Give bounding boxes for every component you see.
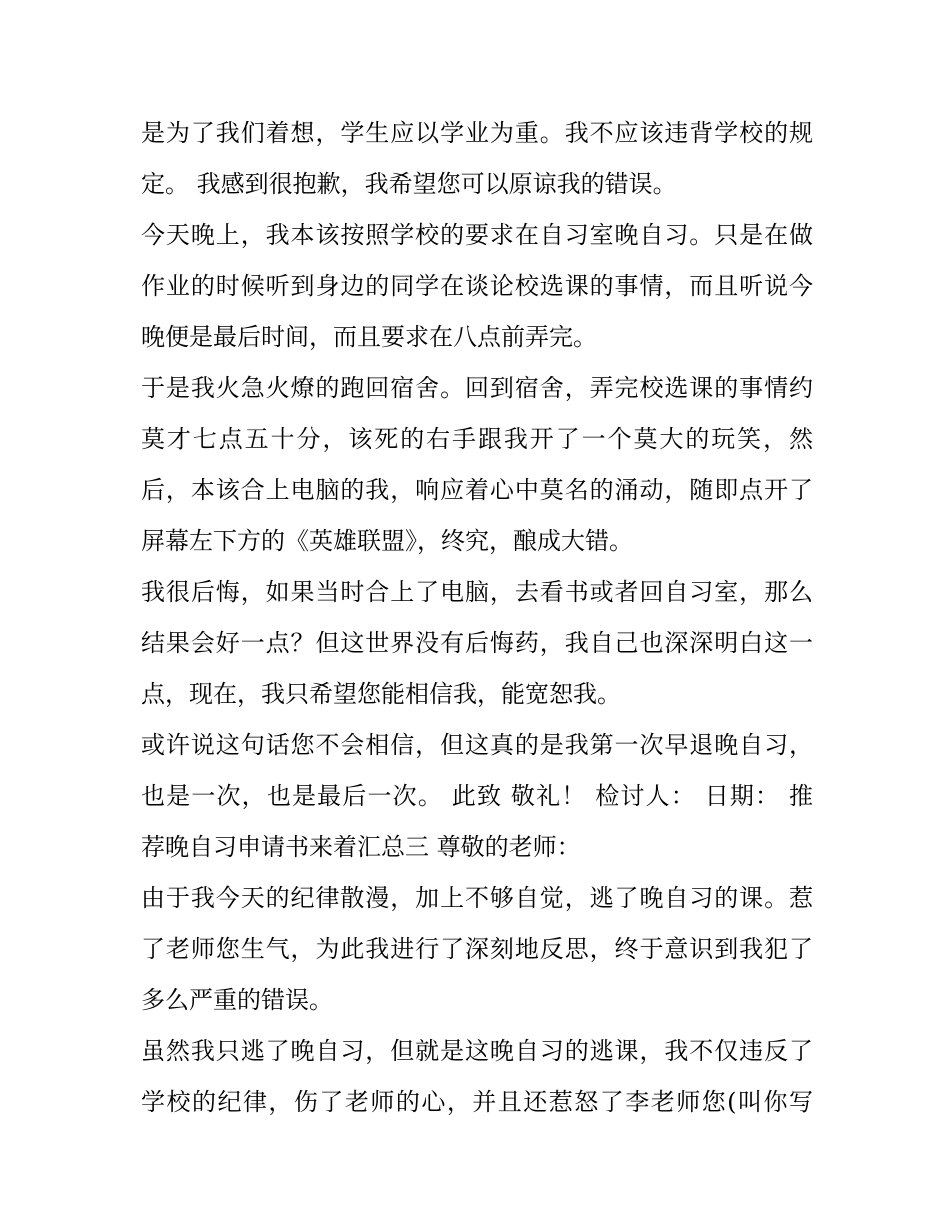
text-line: 莫才七点五十分，该死的右手跟我开了一个莫大的玩笑，然 bbox=[141, 425, 813, 453]
text-line: 今天晚上，我本该按照学校的要求在自习室晚自习。只是在做 bbox=[141, 221, 813, 249]
text-line: 定。 我感到很抱歉，我希望您可以原谅我的错误。 bbox=[141, 170, 677, 198]
text-line: 于是我火急火燎的跑回宿舍。回到宿舍，弄完校选课的事情约 bbox=[141, 374, 813, 402]
text-line: 作业的时候听到身边的同学在谈论校选课的事情，而且听说今 bbox=[141, 272, 813, 300]
text-line: 结果会好一点？但这世界没有后悔药，我自己也深深明白这一 bbox=[141, 629, 813, 657]
text-line: 后，本该合上电脑的我，响应着心中莫名的涌动，随即点开了 bbox=[141, 476, 813, 504]
text-line: 也是一次，也是最后一次。 此致 敬礼！ 检讨人： 日期： 推 bbox=[141, 782, 813, 810]
document-body bbox=[141, 108, 813, 1128]
text-line: 荐晚自习申请书来着汇总三 尊敬的老师： bbox=[141, 833, 581, 861]
text-line: 了老师您生气，为此我进行了深刻地反思，终于意识到我犯了 bbox=[141, 935, 813, 963]
text-line: 晚便是最后时间，而且要求在八点前弄完。 bbox=[141, 323, 597, 351]
text-line: 虽然我只逃了晚自习，但就是这晚自习的逃课，我不仅违反了 bbox=[141, 1037, 813, 1065]
text-line: 由于我今天的纪律散漫，加上不够自觉，逃了晚自习的课。惹 bbox=[141, 884, 813, 912]
text-line: 点，现在，我只希望您能相信我，能宽恕我。 bbox=[141, 680, 621, 708]
text-line: 多么严重的错误。 bbox=[141, 986, 333, 1014]
text-line: 是为了我们着想，学生应以学业为重。我不应该违背学校的规 bbox=[141, 119, 813, 147]
text-line: 或许说这句话您不会相信，但这真的是我第一次早退晚自习， bbox=[141, 731, 813, 759]
text-line: 我很后悔，如果当时合上了电脑，去看书或者回自习室，那么 bbox=[141, 578, 813, 606]
text-line: 屏幕左下方的《英雄联盟》，终究，酿成大错。 bbox=[141, 527, 633, 555]
text-line: 学校的纪律，伤了老师的心，并且还惹怒了李老师您(叫你写 bbox=[141, 1088, 813, 1116]
